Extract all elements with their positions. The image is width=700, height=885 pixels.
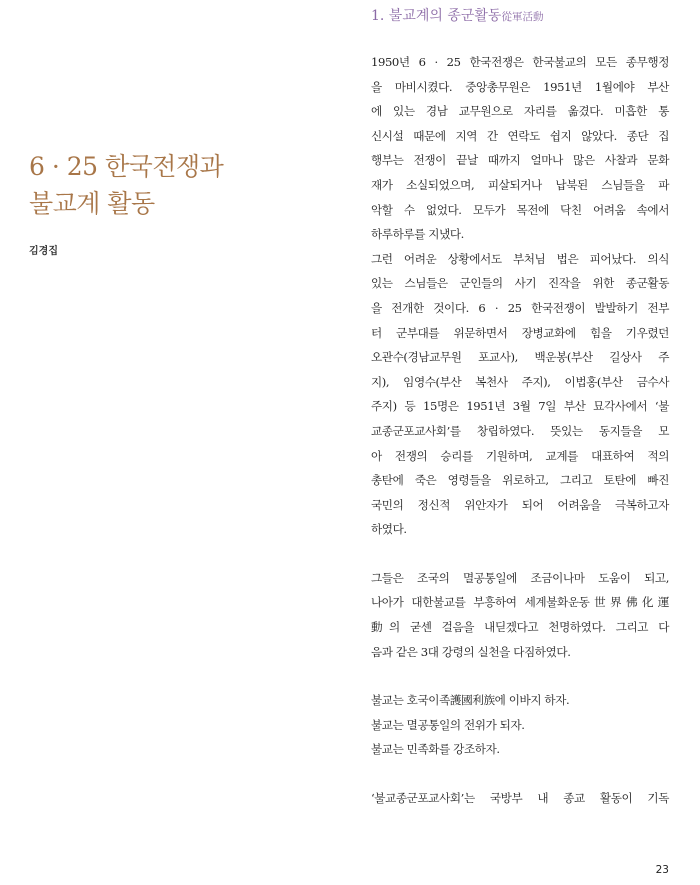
text-line: 오관수(경남교무원 포교사), 백운봉(부산 길상사 주 — [371, 350, 669, 365]
chapter-title-line: 불교계 활동 — [29, 189, 155, 218]
text-line: 에 있는 경남 교무원으로 자리를 옮겼다. 미흡한 통 — [371, 104, 669, 119]
slogan-item: 불교는 민족화를 강조하자. — [371, 742, 500, 757]
paragraph — [371, 566, 669, 664]
chapter-title-line: 6 · 25 한국전쟁과 — [29, 152, 224, 181]
text-line: 터 군부대를 위문하면서 장병교화에 힘을 기우렸던 — [371, 325, 669, 340]
section-title — [371, 5, 543, 25]
text-line: 그들은 조국의 멸공통일에 조금이나마 도움이 되고, — [371, 570, 669, 585]
section-title-hanja: 從軍活動 — [501, 11, 544, 23]
text-line: 총탄에 죽은 영령들을 위로하고, 그리고 토탄에 빠진 — [371, 473, 669, 488]
text-line: 행부는 전쟁이 끝날 때까지 얼마나 많은 사찰과 문화 — [371, 153, 669, 168]
slogan-list — [371, 688, 669, 762]
paragraph-gap — [371, 762, 669, 786]
text-line: 하였다. — [371, 522, 407, 537]
paragraph — [371, 247, 669, 542]
text-line: 주지) 등 15명은 1951년 3월 7일 부산 묘각사에서 ‘불 — [371, 399, 669, 414]
paragraph-gap — [371, 664, 669, 688]
text-line: 국민의 정신적 위안자가 되어 어려움을 극복하고자 — [371, 497, 669, 512]
text-line: 지), 임영수(부산 복천사 주지), 이법홍(부산 금수사 — [371, 374, 669, 389]
chapter-heading-block — [29, 148, 329, 257]
article-body — [371, 50, 669, 811]
text-line: 그런 어려운 상황에서도 부처님 법은 피어났다. 의식 — [371, 251, 669, 266]
text-line: 을 전개한 것이다. 6 · 25 한국전쟁이 발발하기 전부 — [371, 300, 669, 315]
slogan-item: 불교는 호국이족護國利族에 이바지 하자. — [371, 693, 570, 708]
slogan-item: 불교는 멸공통일의 전위가 되자. — [371, 717, 525, 732]
text-line: 재가 소실되었으며, 피살되거나 납북된 스님들을 파 — [371, 177, 669, 192]
text-line: 아 전쟁의 승리를 기원하며, 교계를 대표하여 적의 — [371, 448, 669, 463]
paragraph — [371, 50, 669, 247]
paragraph — [371, 786, 669, 811]
text-line: 을 마비시켰다. 중앙총무원은 1951년 1월에야 부산 — [371, 79, 669, 94]
author-name: 김경집 — [29, 246, 58, 257]
text-line: 교종군포교사회’를 창립하였다. 뜻있는 동지들을 모 — [371, 423, 669, 438]
text-line: 動의 굳센 걸음을 내딛겠다고 천명하였다. 그리고 다 — [371, 620, 669, 635]
text-line: 신시설 때문에 지역 간 연락도 쉽지 않았다. 종단 집 — [371, 128, 669, 143]
text-line: 1950년 6 · 25 한국전쟁은 한국불교의 모든 종무행정 — [371, 55, 669, 69]
text-line: 나아가 대한불교를 부흥하여 세계불화운동世界佛化運 — [371, 595, 669, 610]
text-line: 악할 수 없었다. 모두가 목전에 닥친 어려움 속에서 — [371, 202, 669, 217]
text-line: ‘불교종군포교사회’는 국방부 내 종교 활동이 기독 — [371, 791, 669, 806]
text-line: 하루하루를 지냈다. — [371, 227, 464, 242]
section-title-text: 1. 불교계의 종군활동 — [371, 8, 502, 24]
chapter-title — [29, 148, 329, 222]
text-line: 음과 같은 3대 강령의 실천을 다짐하였다. — [371, 644, 571, 659]
page-number: 23 — [655, 864, 669, 876]
text-line: 있는 스님들은 군인들의 사기 진작을 위한 종군활동 — [371, 276, 669, 291]
paragraph-gap — [371, 542, 669, 566]
